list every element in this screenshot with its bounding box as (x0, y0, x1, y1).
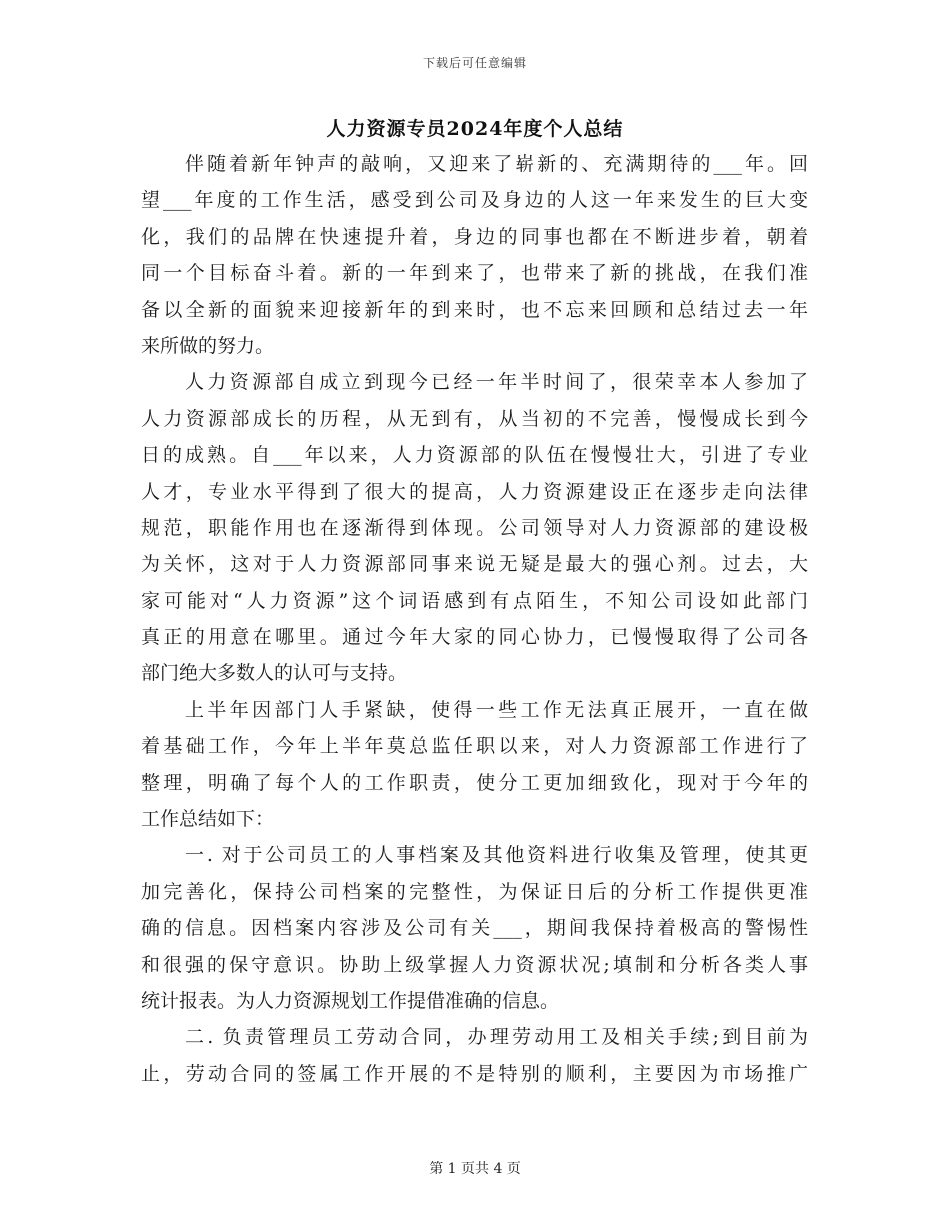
paragraph-2-line-8: 真正的用意在哪里。通过今年大家的同心协力，已慢慢取得了公司各 (141, 626, 808, 649)
paragraph-2-line-3: 日的成熟。自___年以来，人力资源部的队伍在慢慢壮大，引进了专业 (141, 444, 808, 467)
paragraph-2-line-7: 家可能对“人力资源”这个词语感到有点陌生，不知公司设如此部门 (141, 589, 808, 612)
paragraph-2-line-5: 规范，职能作用也在逐渐得到体现。公司领导对人力资源部的建设极 (141, 516, 808, 539)
paragraph-3-line-1: 上半年因部门人手紧缺，使得一些工作无法真正展开，一直在做 (185, 698, 808, 721)
paragraph-5-line-1: 二. 负责管理员工劳动合同，办理劳动用工及相关手续;到目前为 (185, 1026, 808, 1049)
paragraph-4-line-5: 统计报表。为人力资源规划工作提借准确的信息。 (141, 989, 560, 1012)
paragraph-1-line-2: 望___年度的工作生活，感受到公司及身边的人这一年来发生的巨大变 (141, 189, 808, 212)
paragraph-1-line-1: 伴随着新年钟声的敲响，又迎来了崭新的、充满期待的___年。回 (185, 153, 808, 175)
paragraph-4-line-3: 确的信息。因档案内容涉及公司有关___，期间我保持着极高的警惕性 (141, 917, 808, 940)
paragraph-1-line-4: 同一个目标奋斗着。新的一年到来了，也带来了新的挑战，在我们准 (141, 262, 808, 285)
paragraph-3-line-3: 整理，明确了每个人的工作职责，使分工更加细致化，现对于今年的 (141, 771, 808, 794)
paragraph-1-line-5: 备以全新的面貌来迎接新年的到来时，也不忘来回顾和总结过去一年 (141, 298, 808, 321)
paragraph-4-line-2: 加完善化，保持公司档案的完整性，为保证日后的分析工作提供更准 (141, 880, 808, 903)
paragraph-4-line-1: 一. 对于公司员工的人事档案及其他资料进行收集及管理，使其更 (185, 844, 808, 867)
paragraph-2-line-2: 人力资源部成长的历程，从无到有，从当初的不完善，慢慢成长到今 (141, 407, 808, 430)
paragraph-3-line-2: 着基础工作，今年上半年莫总监任职以来，对人力资源部工作进行了 (141, 735, 808, 758)
paragraph-1-line-3: 化，我们的品牌在快速提升着，身边的同事也都在不断进步着，朝着 (141, 225, 808, 248)
document-title: 人力资源专员2024年度个人总结 (326, 118, 624, 140)
paragraph-4-line-4: 和很强的保守意识。协助上级掌握人力资源状况;填制和分析各类人事 (141, 953, 808, 976)
document-body (141, 146, 808, 1092)
paragraph-3-line-4: 工作总结如下： (141, 808, 275, 831)
header-note: 下载后可任意编辑 (422, 56, 527, 70)
paragraph-5-line-2: 止，劳动合同的签属工作开展的不是特别的顺利，主要因为市场推广 (141, 1062, 808, 1085)
paragraph-1-line-6: 来所做的努力。 (141, 334, 275, 357)
paragraph-2-line-6: 为关怀，这对于人力资源部同事来说无疑是最大的强心剂。过去，大 (141, 553, 808, 576)
page-footer: 第 1 页共 4 页 (429, 1161, 521, 1177)
paragraph-2-line-4: 人才，专业水平得到了很大的提高，人力资源建设正在逐步走向法律 (141, 480, 808, 503)
paragraph-2-line-9: 部门绝大多数人的认可与支持。 (141, 662, 408, 685)
paragraph-2-line-1: 人力资源部自成立到现今已经一年半时间了，很荣幸本人参加了 (185, 371, 808, 394)
